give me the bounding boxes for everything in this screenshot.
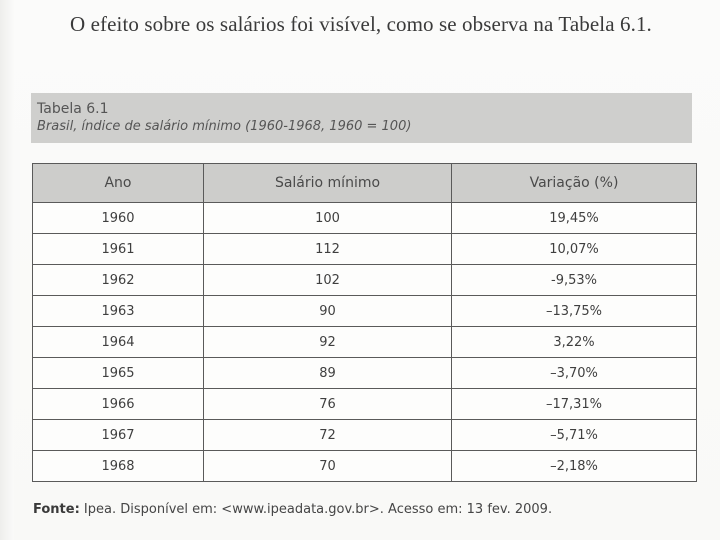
- page-edge-shadow: [0, 0, 14, 540]
- header-row: [33, 164, 697, 203]
- cell-year: 1964: [33, 327, 204, 358]
- cell-minimum-wage: 112: [204, 234, 452, 265]
- cell-minimum-wage: 90: [204, 296, 452, 327]
- header-minimum-wage: Salário mínimo: [204, 164, 452, 203]
- cell-year: 1963: [33, 296, 204, 327]
- source-note: [33, 502, 552, 517]
- table-subtitle: Brasil, índice de salário mínimo (1960-1968, 1960 = 100): [37, 119, 412, 134]
- cell-variation: –17,31%: [452, 389, 697, 420]
- cell-year: 1968: [33, 451, 204, 482]
- source-label: Fonte:: [33, 502, 80, 517]
- wage-index-table: [32, 163, 697, 482]
- table-row: [33, 265, 697, 296]
- table-caption: [31, 93, 692, 143]
- cell-minimum-wage: 89: [204, 358, 452, 389]
- cell-minimum-wage: 72: [204, 420, 452, 451]
- table-title: Tabela 6.1: [37, 101, 109, 117]
- cell-year: 1965: [33, 358, 204, 389]
- cell-year: 1967: [33, 420, 204, 451]
- cell-variation: 10,07%: [452, 234, 697, 265]
- table-row: [33, 234, 697, 265]
- cell-year: 1960: [33, 203, 204, 234]
- cell-year: 1961: [33, 234, 204, 265]
- cell-year: 1962: [33, 265, 204, 296]
- cell-minimum-wage: 100: [204, 203, 452, 234]
- table-row: [33, 358, 697, 389]
- table-row: [33, 327, 697, 358]
- cell-variation: –2,18%: [452, 451, 697, 482]
- cell-variation: -9,53%: [452, 265, 697, 296]
- cell-variation: –5,71%: [452, 420, 697, 451]
- intro-paragraph: O efeito sobre os salários foi visível, como se observa na Tabela 6.1.: [70, 12, 652, 36]
- header-variation: Variação (%): [452, 164, 697, 203]
- table-row: [33, 389, 697, 420]
- source-text: Ipea. Disponível em: <www.ipeadata.gov.br>. Acesso em: 13 fev. 2009.: [83, 502, 553, 517]
- cell-year: 1966: [33, 389, 204, 420]
- header-year: Ano: [33, 164, 204, 203]
- cell-variation: 19,45%: [452, 203, 697, 234]
- cell-minimum-wage: 92: [204, 327, 452, 358]
- cell-variation: –3,70%: [452, 358, 697, 389]
- table-row: [33, 451, 697, 482]
- cell-variation: 3,22%: [452, 327, 697, 358]
- cell-minimum-wage: 102: [204, 265, 452, 296]
- cell-minimum-wage: 70: [204, 451, 452, 482]
- table-header: [33, 164, 697, 203]
- table-row: [33, 203, 697, 234]
- cell-variation: –13,75%: [452, 296, 697, 327]
- table-body: [33, 203, 697, 482]
- table-row: [33, 296, 697, 327]
- cell-minimum-wage: 76: [204, 389, 452, 420]
- table-row: [33, 420, 697, 451]
